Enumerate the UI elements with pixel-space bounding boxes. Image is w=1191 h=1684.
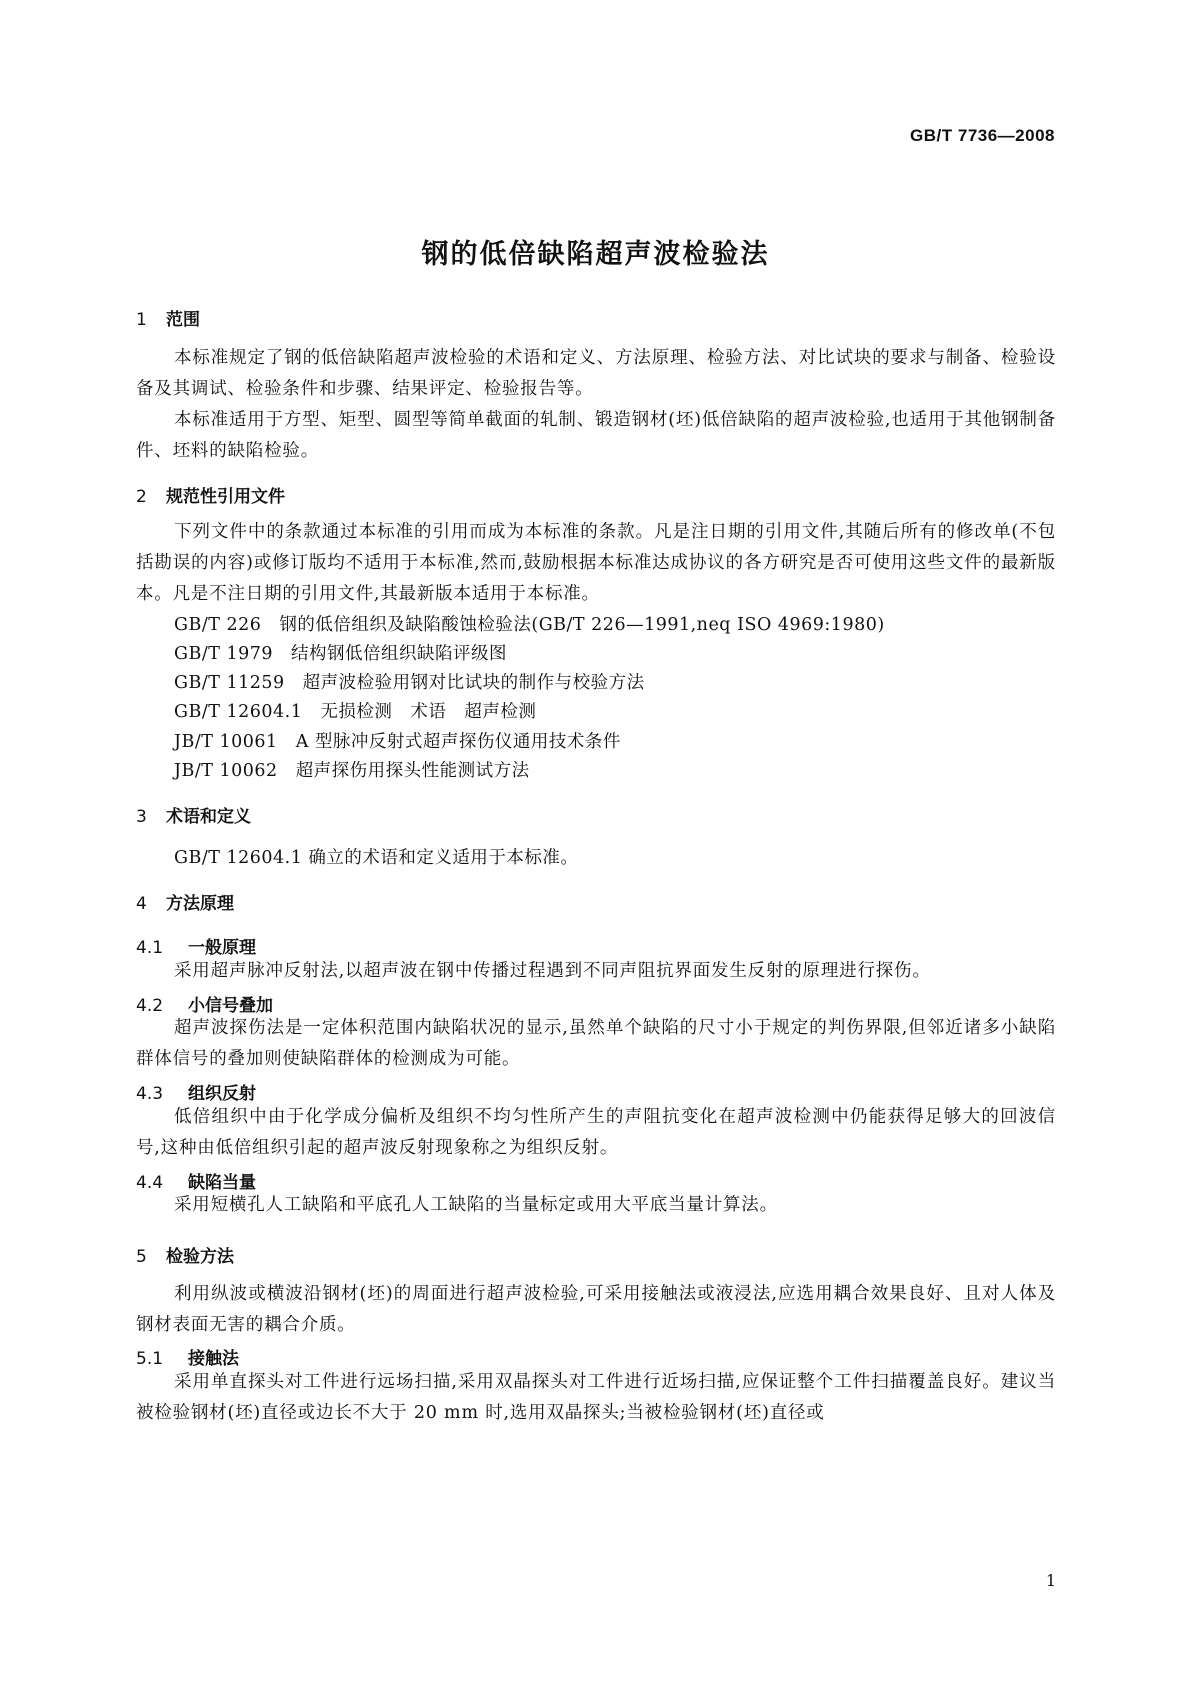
reference-title: 钢的低倍组织及缺陷酸蚀检验法(GB/T 226—1991,neq ISO 4969:1980) [279,615,885,635]
section-number: 5 [136,1247,147,1267]
reference-item [174,669,645,694]
reference-title: 结构钢低倍组织缺陷评级图 [291,644,508,664]
reference-item [174,728,621,753]
reference-item [174,698,536,723]
section-title: 范围 [166,310,200,330]
section-1-paragraph-2: 本标准适用于方型、矩型、圆型等简单截面的轧制、锻造钢材(坯)低倍缺陷的超声波检验,也适用于其他钢制备件、坯料的缺陷检验。 [136,410,1056,461]
subsection-title: 一般原理 [188,938,256,958]
reference-item [174,611,885,636]
reference-title: 无损检测 术语 超声检测 [320,702,537,722]
section-1-paragraph-1: 本标准规定了钢的低倍缺陷超声波检验的术语和定义、方法原理、检验方法、对比试块的要求与制备、检验设备及其调试、检验条件和步骤、结果评定、检验报告等。 [136,348,1056,399]
subsection-number: 4.4 [136,1173,164,1193]
reference-item [174,640,507,665]
subsection-4-1-text: 采用超声脉冲反射法,以超声波在钢中传播过程遇到不同声阻抗界面发生反射的原理进行探伤。 [174,961,931,981]
reference-code: JB/T 10061 [174,732,278,752]
section-number: 1 [136,310,147,330]
reference-title: 超声波检验用钢对比试块的制作与校验方法 [302,673,645,693]
reference-code: GB/T 1979 [174,644,274,664]
reference-title: 超声探伤用探头性能测试方法 [295,761,530,781]
section-3-paragraph-1: GB/T 12604.1 确立的术语和定义适用于本标准。 [174,848,579,868]
section-number: 2 [136,487,147,507]
section-number: 4 [136,894,147,914]
section-title: 规范性引用文件 [166,487,285,507]
reference-item [174,757,530,782]
section-title: 术语和定义 [166,807,251,827]
subsection-number: 4.1 [136,938,164,958]
subsection-5-1-heading [136,1344,239,1369]
page-number: 1 [1045,1571,1056,1590]
standard-code: GB/T 7736—2008 [910,126,1055,145]
subsection-4-1-heading [136,933,256,958]
subsection-number: 5.1 [136,1349,164,1369]
section-3-heading [136,802,251,827]
reference-title: A 型脉冲反射式超声探伤仪通用技术条件 [295,732,621,752]
reference-code: GB/T 226 [174,615,262,635]
section-5-paragraph-1: 利用纵波或横波沿钢材(坯)的周面进行超声波检验,可采用接触法或液浸法,应选用耦合效果良好、且对人体及钢材表面无害的耦合介质。 [136,1284,1056,1335]
section-1-heading [136,305,200,330]
section-2-paragraph-1: 下列文件中的条款通过本标准的引用而成为本标准的条款。凡是注日期的引用文件,其随后所有的修改单(不包括勘误的内容)或修订版均不适用于本标准,然而,鼓励根据本标准达成协议的各方研究是否可使用这些文件的最新版本。凡是不注日期的引用文件,其最新版本适用于本标准。 [136,522,1056,604]
section-title: 方法原理 [166,894,234,914]
section-title: 检验方法 [166,1247,234,1267]
reference-code: GB/T 11259 [174,673,285,693]
subsection-4-2-text: 超声波探伤法是一定体积范围内缺陷状况的显示,虽然单个缺陷的尺寸小于规定的判伤界限,但邻近诸多小缺陷群体信号的叠加则使缺陷群体的检测成为可能。 [136,1018,1056,1069]
section-number: 3 [136,807,147,827]
subsection-4-3-heading [136,1079,256,1104]
section-5-heading [136,1242,234,1267]
subsection-5-1-text: 采用单直探头对工件进行远场扫描,采用双晶探头对工件进行近场扫描,应保证整个工件扫描覆盖良好。建议当被检验钢材(坯)直径或边长不大于 20 mm 时,选用双晶探头;当被检验钢材(坯)直径或 [136,1372,1056,1423]
subsection-4-3-text: 低倍组织中由于化学成分偏析及组织不均匀性所产生的声阻抗变化在超声波检测中仍能获得足够大的回波信号,这种由低倍组织引起的超声波反射现象称之为组织反射。 [136,1107,1056,1158]
document-title: 钢的低倍缺陷超声波检验法 [421,239,770,270]
subsection-title: 缺陷当量 [188,1173,256,1193]
subsection-number: 4.3 [136,1084,164,1104]
subsection-title: 小信号叠加 [188,996,273,1016]
subsection-title: 组织反射 [188,1084,256,1104]
subsection-4-4-text: 采用短横孔人工缺陷和平底孔人工缺陷的当量标定或用大平底当量计算法。 [174,1195,778,1215]
subsection-title: 接触法 [188,1349,239,1369]
reference-code: GB/T 12604.1 [174,702,303,722]
section-4-heading [136,889,234,914]
subsection-number: 4.2 [136,996,164,1016]
section-2-heading [136,482,285,507]
reference-code: JB/T 10062 [174,761,278,781]
